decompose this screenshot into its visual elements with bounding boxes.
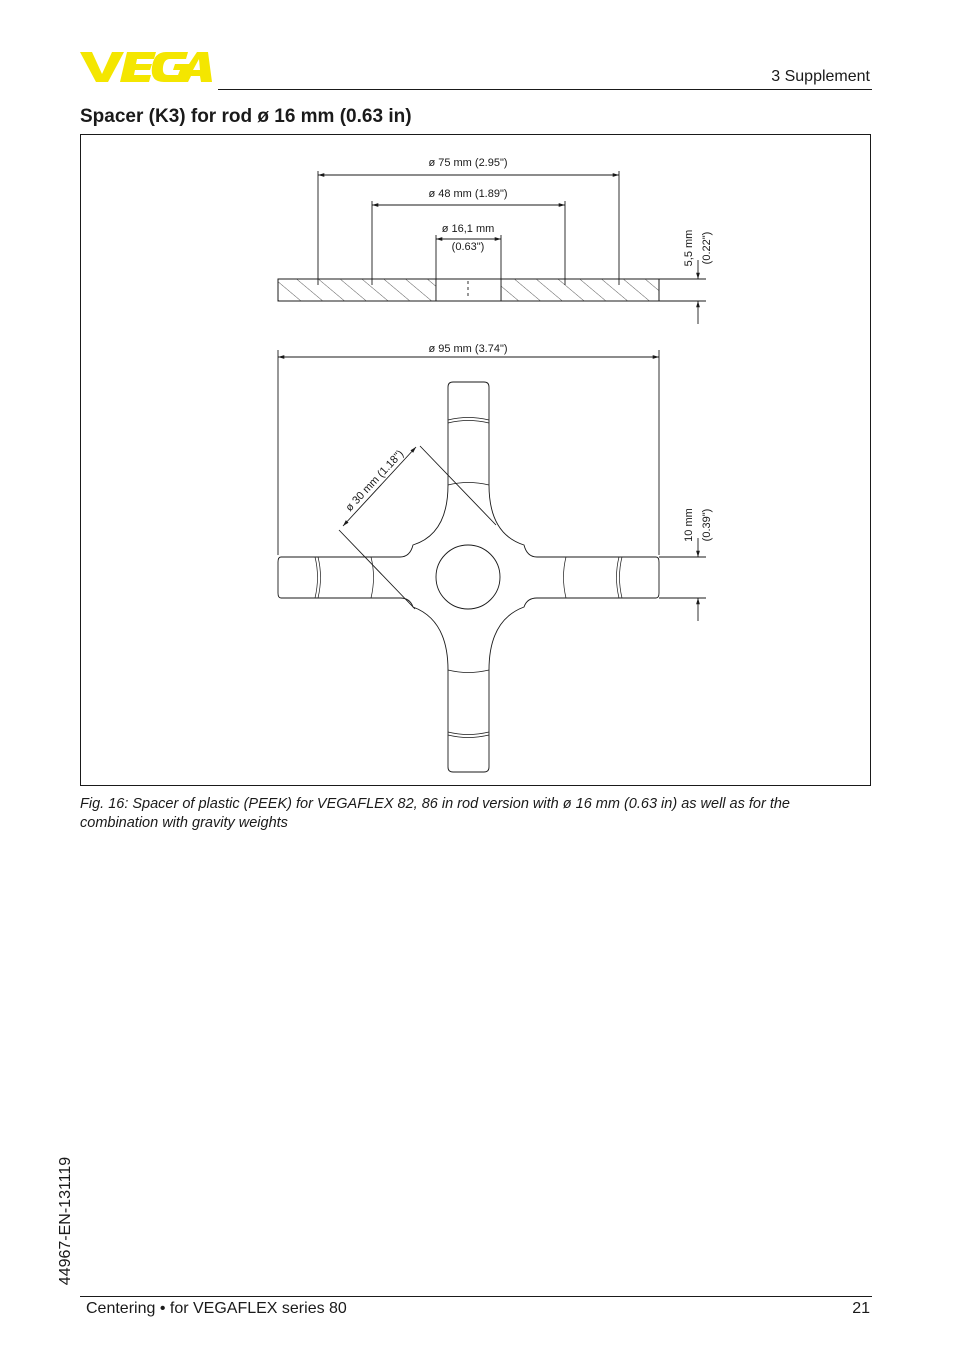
top-view xyxy=(278,350,706,772)
dim-thickness-mm: 5,5 mm xyxy=(683,229,695,267)
dim-total-diameter: ø 95 mm (3.74") xyxy=(428,343,508,355)
dim-bore-diameter-in: (0.63") xyxy=(451,241,485,253)
dim-thickness-in: (0.22") xyxy=(701,231,713,265)
header-rule xyxy=(218,89,872,90)
page-number: 21 xyxy=(852,1300,870,1317)
figure-frame xyxy=(80,134,871,786)
section-label: 3 Supplement xyxy=(771,68,870,85)
dim-bore-diameter-mm: ø 16,1 mm xyxy=(441,223,495,235)
footer-rule xyxy=(80,1296,872,1297)
dim-middle-diameter: ø 48 mm (1.89") xyxy=(428,188,508,200)
dim-arm-width-in: (0.39") xyxy=(701,508,713,542)
dim-outer-diameter: ø 75 mm (2.95") xyxy=(428,157,508,169)
dim-hub-diameter: ø 30 mm (1.18") xyxy=(343,447,407,514)
spacer-drawing xyxy=(81,135,872,787)
dim-arm-width-mm: 10 mm xyxy=(683,508,695,542)
page-title: Spacer (K3) for rod ø 16 mm (0.63 in) xyxy=(80,106,412,127)
footer-title: Centering • for VEGAFLEX series 80 xyxy=(86,1300,347,1317)
document-id: 44967-EN-131119 xyxy=(57,1156,74,1286)
figure-caption: Fig. 16: Spacer of plastic (PEEK) for VEGAFLEX 82, 86 in rod version with ø 16 mm (0.63 in) as well as for the combination with gravity weights xyxy=(80,796,790,831)
vega-logo xyxy=(80,50,212,84)
